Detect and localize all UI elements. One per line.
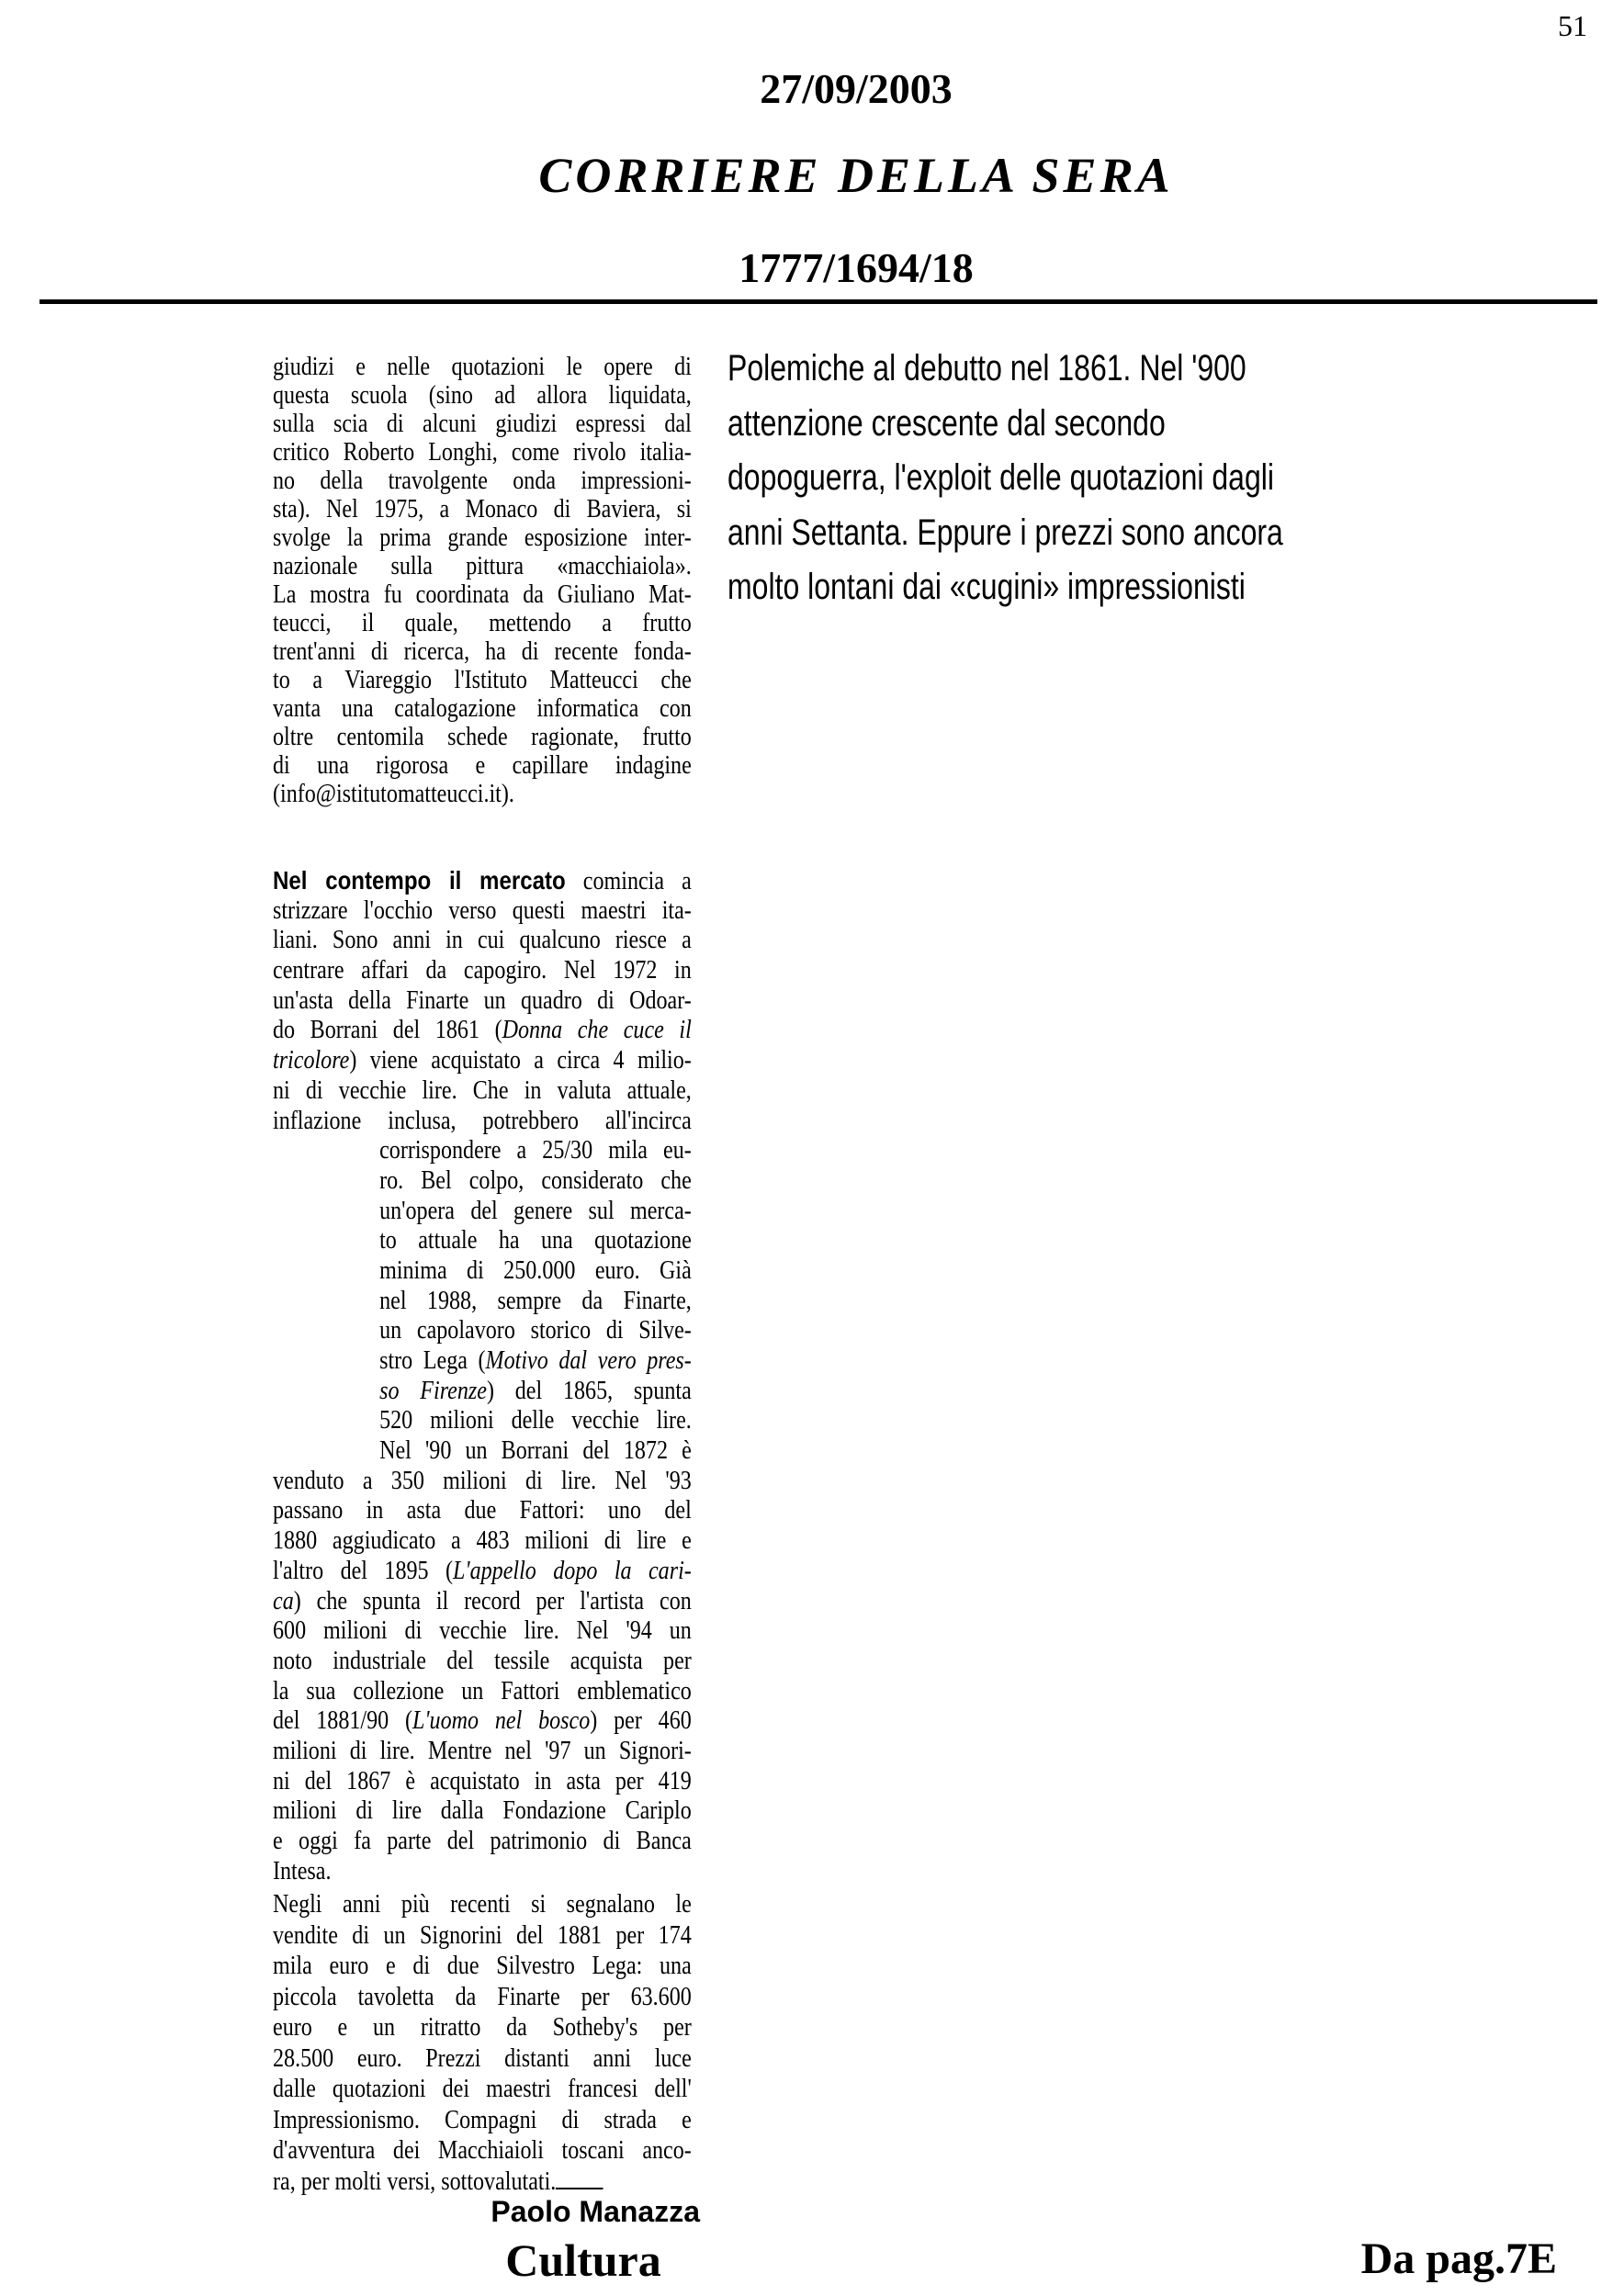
text-line: 28.500 euro. Prezzi distanti anni luce — [273, 2043, 692, 2073]
text-segment: l'altro del 1895 ( — [273, 1556, 454, 1585]
headline-line: anni Settanta. Eppure i prezzi sono ancora — [727, 512, 1283, 553]
text-line: questa scuola (sino ad allora liquidata, — [273, 381, 692, 410]
text-line — [273, 1557, 692, 1587]
text-line: critico Roberto Longhi, come rivolo italia- — [273, 438, 692, 467]
text-segment: ) che spunta il record per l'artista con — [293, 1586, 692, 1615]
text-line: corrispondere a 25/30 mila eu- — [379, 1136, 692, 1165]
text-line — [273, 1706, 692, 1737]
text-line: Negli anni più recenti si segnalano le — [273, 1890, 692, 1919]
headline-line: dopoguerra, l'exploit delle quotazioni dagli — [727, 457, 1274, 498]
text-line: strizzare l'occhio verso questi maestri ita- — [273, 895, 692, 925]
text-line: no della travolgente onda impressioni- — [273, 467, 692, 495]
text-line: to attuale ha una quotazione — [379, 1226, 692, 1255]
text-line — [273, 1046, 692, 1076]
section-label: Cultura — [505, 2234, 661, 2286]
text-line: passano in asta due Fattori: uno del — [273, 1496, 692, 1525]
text-line: un'opera del genere sul merca- — [379, 1196, 692, 1225]
text-line: la sua collezione un Fattori emblematico — [273, 1676, 692, 1705]
lead-in-bold: Nel contempo il mercato — [273, 866, 566, 895]
text-line — [273, 1016, 692, 1046]
text-line: ni di vecchie lire. Che in valuta attuale, — [273, 1075, 692, 1105]
text-line: liani. Sono anni in cui qualcuno riesce a — [273, 926, 692, 955]
text-segment: ) del 1865, spunta — [486, 1376, 692, 1405]
article-paragraph-2 — [273, 866, 692, 1886]
text-segment: comincia a — [565, 867, 692, 895]
text-line: (info@istitutomatteucci.it). — [273, 780, 514, 808]
artwork-title: ca — [273, 1586, 294, 1615]
page-number: 51 — [1558, 9, 1587, 42]
author-byline: Paolo Manazza — [491, 2195, 700, 2228]
text-line: inflazione inclusa, potrebbero all'incirca — [273, 1106, 692, 1135]
text-line: svolge la prima grande esposizione inter- — [273, 523, 692, 552]
artwork-title: L'appello dopo la cari- — [453, 1556, 692, 1585]
text-segment: del 1881/90 ( — [273, 1706, 413, 1736]
text-line: milioni di lire dalla Fondazione Cariplo — [273, 1796, 692, 1826]
text-line: di una rigorosa e capillare indagine — [273, 751, 692, 780]
text-line: noto industriale del tessile acquista per — [273, 1646, 692, 1675]
headline-line: attenzione crescente dal secondo — [727, 402, 1166, 444]
text-segment: do Borrani del 1861 ( — [273, 1016, 502, 1045]
text-line: piccola tavoletta da Finarte per 63.600 — [273, 1982, 692, 2011]
end-rule — [556, 2188, 603, 2189]
text-line — [273, 866, 692, 896]
text-line: euro e un ritratto da Sotheby's per — [273, 2013, 692, 2042]
text-line: La mostra fu coordinata da Giuliano Mat- — [273, 580, 692, 609]
artwork-title: L'uomo nel bosco — [412, 1706, 591, 1736]
text-line: ro. Bel colpo, considerato che — [379, 1165, 692, 1195]
clipping-code: 1777/1694/18 — [739, 244, 974, 291]
text-segment: stro Lega ( — [379, 1346, 486, 1375]
source-page-reference: Da pag.7E — [1360, 2234, 1557, 2283]
text-line: ra, per molti versi, sottovalutati. — [273, 2167, 692, 2198]
artwork-title: so Firenze — [379, 1376, 487, 1405]
text-line: d'avventura dei Macchiaioli toscani anco- — [273, 2136, 692, 2165]
text-line: vendite di un Signorini del 1881 per 174 — [273, 1920, 692, 1950]
article-paragraph-3 — [273, 1889, 692, 2197]
headline-line: Polemiche al debutto nel 1861. Nel '900 — [727, 348, 1246, 388]
text-line: giudizi e nelle quotazioni le opere di — [273, 353, 692, 381]
text-line: venduto a 350 milioni di lire. Nel '93 — [273, 1466, 692, 1495]
text-line: 1880 aggiudicato a 483 milioni di lire e — [273, 1526, 692, 1556]
text-line: milioni di lire. Mentre nel '97 un Signori- — [273, 1736, 692, 1765]
text-line: Intesa. — [273, 1856, 332, 1885]
text-line — [273, 1587, 692, 1617]
text-line: sulla scia di alcuni giudizi espressi dal — [273, 410, 692, 438]
article-subheadline — [727, 342, 1283, 615]
text-line: 520 milioni delle vecchie lire. — [379, 1406, 692, 1435]
header-divider — [39, 299, 1597, 304]
text-line: un capolavoro storico di Silve- — [379, 1316, 692, 1345]
text-line: trent'anni di ricerca, ha di recente fonda- — [273, 637, 692, 666]
publication-date: 27/09/2003 — [760, 65, 953, 112]
text-line: vanta una catalogazione informatica con — [273, 694, 692, 723]
artwork-title: Donna che cuce il — [502, 1016, 692, 1045]
text-line: Impressionismo. Compagni di strada e — [273, 2105, 692, 2134]
text-line: 600 milioni di vecchie lire. Nel '94 un — [273, 1616, 692, 1646]
text-segment: ) viene acquistato a circa 4 milio- — [349, 1046, 692, 1075]
text-line — [273, 1346, 692, 1377]
text-line: nazionale sulla pittura «macchiaiola». — [273, 552, 692, 580]
text-line: dalle quotazioni dei maestri francesi dell' — [273, 2075, 692, 2103]
text-line: minima di 250.000 euro. Già — [379, 1255, 692, 1285]
text-line: centrare affari da capogiro. Nel 1972 in — [273, 956, 692, 985]
text-line: e oggi fa parte del patrimonio di Banca — [273, 1827, 692, 1855]
artwork-title: Motivo dal vero pres- — [485, 1346, 692, 1375]
text-line — [273, 1377, 692, 1407]
text-line: mila euro e di due Silvestro Lega: una — [273, 1952, 692, 1980]
text-segment: ) per 460 — [590, 1706, 692, 1736]
text-line: oltre centomila schede ragionate, frutto — [273, 723, 692, 751]
headline-line: molto lontani dai «cugini» impressionisti — [727, 567, 1246, 607]
artwork-title: tricolore — [273, 1046, 350, 1075]
newspaper-masthead: CORRIERE DELLA SERA — [538, 148, 1174, 203]
text-line: sta). Nel 1975, a Monaco di Baviera, si — [273, 495, 692, 523]
text-line: teucci, il quale, mettendo a frutto — [273, 609, 692, 637]
article-paragraph-1 — [273, 353, 692, 808]
text-line: un'asta della Finarte un quadro di Odoar- — [273, 985, 692, 1015]
text-line: ni del 1867 è acquistato in asta per 419 — [273, 1766, 692, 1795]
text-line: to a Viareggio l'Istituto Matteucci che — [273, 666, 692, 694]
text-line: nel 1988, sempre da Finarte, — [379, 1286, 692, 1315]
text-line: Nel '90 un Borrani del 1872 è — [379, 1436, 692, 1466]
